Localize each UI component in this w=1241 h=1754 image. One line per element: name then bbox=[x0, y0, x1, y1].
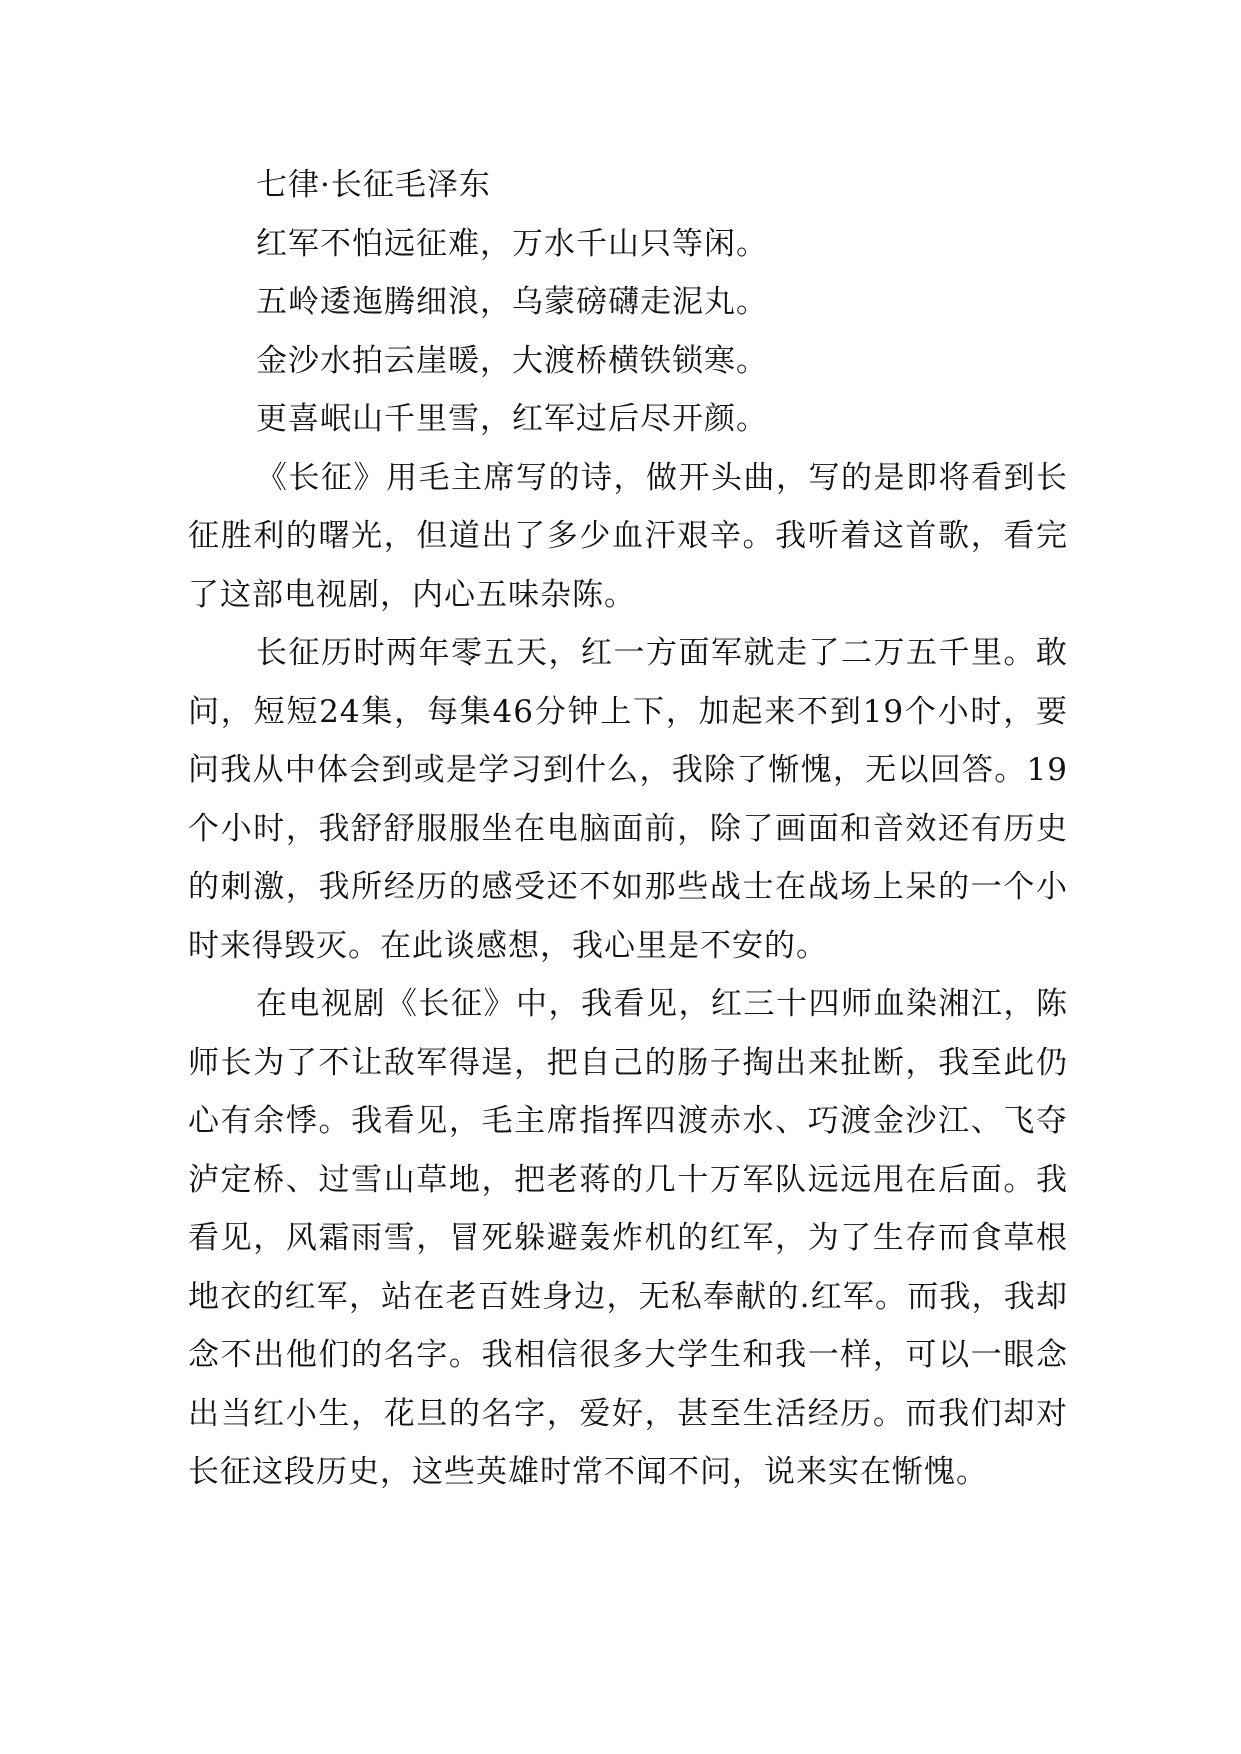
poem-line-1: 红军不怕远征难，万水千山只等闲。 bbox=[256, 225, 768, 262]
poem-line-2: 五岭逶迤腾细浪，乌蒙磅礴走泥丸。 bbox=[256, 284, 768, 320]
paragraph-3: 在电视剧《长征》中，我看见，红三十四师血染湘江，陈师长为了不让敌军得逞，把自己的肠子掏出来扯断，我至此仍心有余悸。我看见，毛主席指挥四渡赤水、巧渡金沙江、飞夺泸定桥、过雪山草地，把老蒋的几十万军队远远甩在后面。我看见，风霜雨雪，冒死躲避轰炸机的红军，为了生存而食草根地衣的红军，站在老百姓身边，无私奉献的.红军。而我，我却念不出他们的名字。我相信很多大学生和我一样，可以一眼念出当红小生，花旦的名字，爱好，甚至生活经历。而我们却对长征这段历史，这些英雄时常不闻不问，说来实在惭愧。 bbox=[188, 986, 1068, 1490]
poem-line-3: 金沙水拍云崖暖，大渡桥横铁锁寒。 bbox=[256, 342, 768, 379]
poem-title: 七律·长征毛泽东 bbox=[256, 167, 491, 203]
document-body bbox=[188, 156, 1068, 1502]
paragraph-2: 长征历时两年零五天，红一方面军就走了二万五千里。敢问，短短24集，每集46分钟上下，加起来不到19个小时，要问我从中体会到或是学习到什么，我除了惭愧，无以回答。19个小时，我舒舒服服坐在电脑面前，除了画面和音效还有历史的刺激，我所经历的感受还不如那些战士在战场上呆的一个小时来得毁灭。在此谈感想，我心里是不安的。 bbox=[188, 635, 1068, 964]
paragraph-1: 《长征》用毛主席写的诗，做开头曲，写的是即将看到长征胜利的曙光，但道出了多少血汗艰辛。我听着这首歌，看完了这部电视剧，内心五味杂陈。 bbox=[188, 459, 1068, 613]
poem-line-4: 更喜岷山千里雪，红军过后尽开颜。 bbox=[256, 401, 768, 437]
